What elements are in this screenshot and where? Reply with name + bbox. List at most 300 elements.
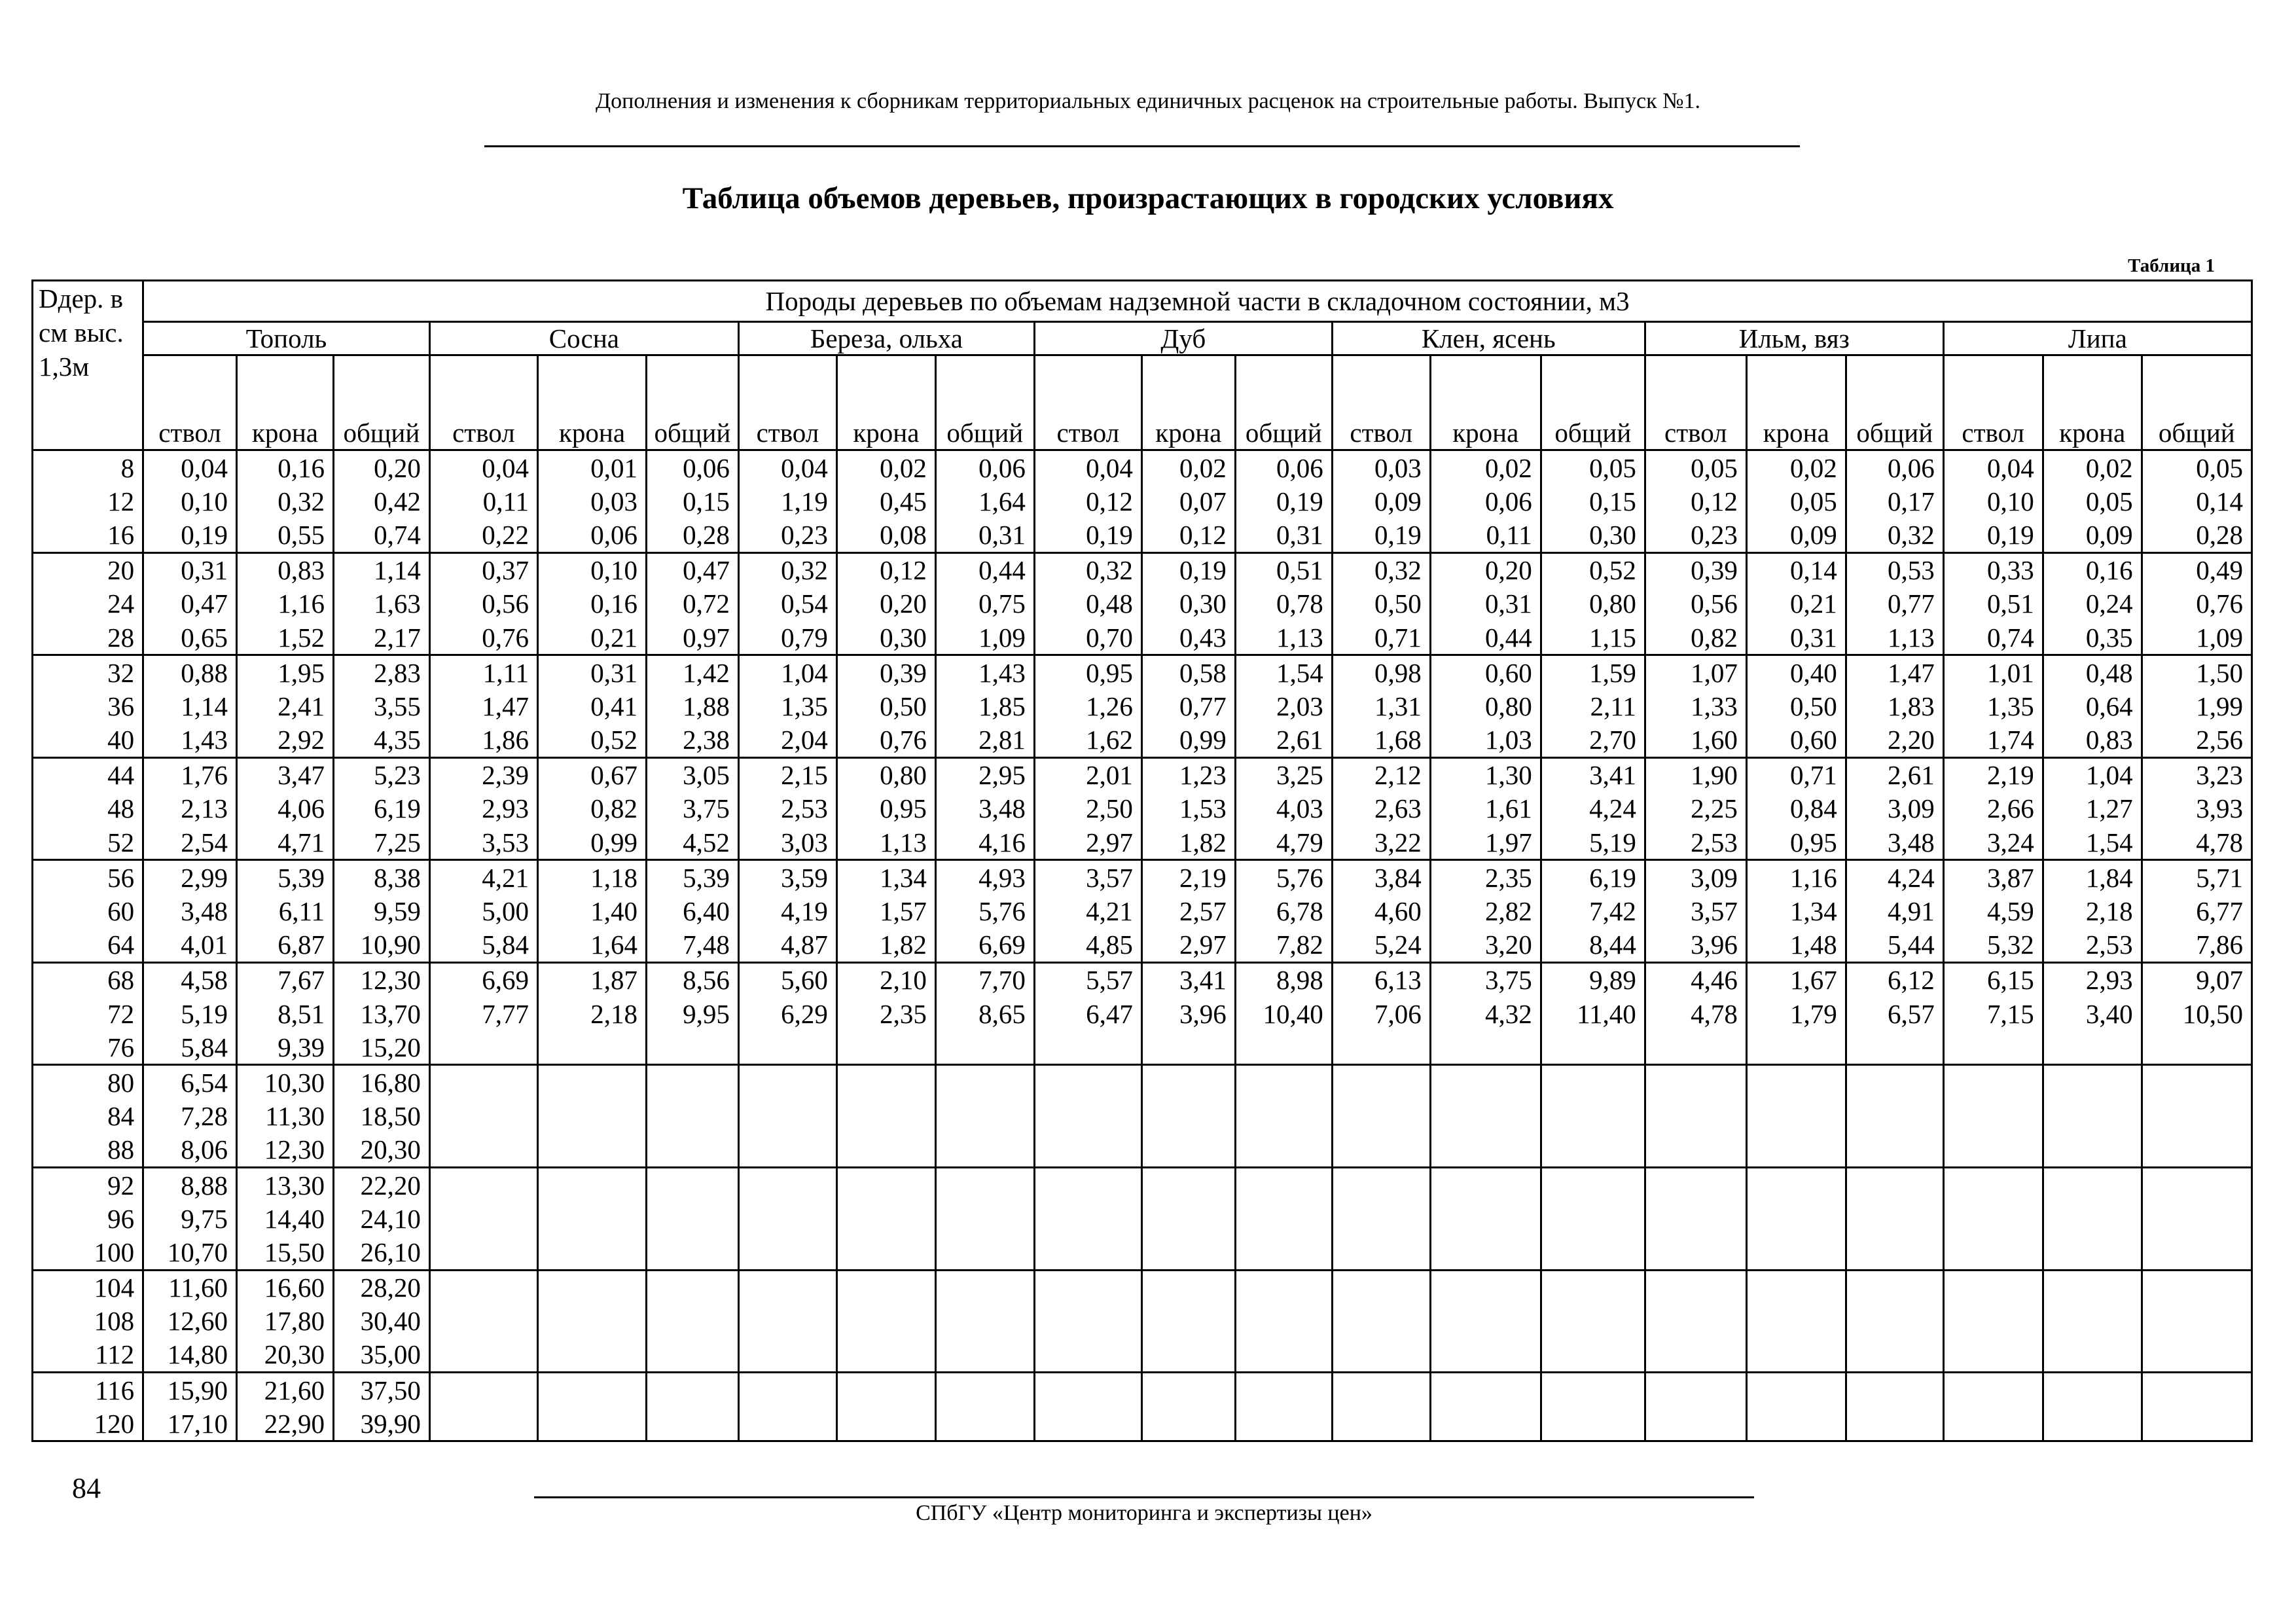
volume-cell: 0,77	[1141, 689, 1235, 723]
volume-cell	[1235, 1270, 1332, 1305]
volume-cell: 5,44	[1846, 928, 1943, 963]
volume-cell: 0,71	[1746, 757, 1846, 792]
volume-cell: 0,19	[1332, 518, 1430, 552]
volume-cell	[836, 1065, 935, 1100]
volume-cell: 1,84	[2043, 860, 2142, 895]
volume-cell: 2,97	[1034, 825, 1141, 860]
species-group-header: Породы деревьев по объемам надземной части в складочном состоянии, м3	[143, 281, 2252, 322]
volume-cell	[1746, 1202, 1846, 1235]
volume-cell: 0,55	[237, 518, 334, 552]
volume-cell: 2,04	[738, 723, 836, 758]
diameter-cell: 88	[33, 1133, 143, 1168]
volume-cell: 20,30	[333, 1133, 429, 1168]
volume-cell: 0,05	[1541, 450, 1645, 485]
volume-cell: 0,67	[537, 757, 646, 792]
table-row	[33, 518, 2252, 552]
volume-cell	[429, 1065, 537, 1100]
volume-cell	[935, 1235, 1034, 1270]
volume-cell: 3,23	[2142, 757, 2251, 792]
volume-cell: 1,61	[1430, 792, 1541, 825]
volume-cell: 2,20	[1846, 723, 1943, 758]
diameter-cell: 80	[33, 1065, 143, 1100]
footer-rule	[534, 1496, 1754, 1498]
volume-cell: 35,00	[333, 1338, 429, 1373]
subcolumn-header: крона	[836, 355, 935, 450]
volume-cell: 6,47	[1034, 997, 1141, 1030]
volume-cell	[1846, 1338, 1943, 1373]
volume-cell	[1141, 1407, 1235, 1441]
volume-cell	[836, 1373, 935, 1407]
volume-cell: 0,09	[1746, 518, 1846, 552]
table-row	[33, 1167, 2252, 1202]
volume-cell: 24,10	[333, 1202, 429, 1235]
volume-cell: 0,05	[1746, 484, 1846, 518]
volume-cell	[1141, 1305, 1235, 1338]
volume-cell	[738, 1065, 836, 1100]
volume-cell	[738, 1167, 836, 1202]
volume-cell: 3,25	[1235, 757, 1332, 792]
volume-cell: 1,09	[935, 621, 1034, 655]
volume-cell: 1,43	[935, 655, 1034, 690]
volume-cell	[1430, 1407, 1541, 1441]
volume-cell: 0,50	[1332, 587, 1430, 621]
volume-cell	[537, 1407, 646, 1441]
subcolumn-header: крона	[1430, 355, 1541, 450]
volume-cell: 0,78	[1235, 587, 1332, 621]
volume-cell: 7,15	[1943, 997, 2043, 1030]
volume-cell: 0,06	[537, 518, 646, 552]
volume-cell: 0,44	[935, 552, 1034, 587]
table-row	[33, 1373, 2252, 1407]
volume-cell: 1,50	[2142, 655, 2251, 690]
volume-cell: 5,84	[143, 1030, 237, 1065]
volume-cell: 0,45	[836, 484, 935, 518]
volume-cell: 1,83	[1846, 689, 1943, 723]
volume-cell: 0,98	[1332, 655, 1430, 690]
volume-cell: 2,10	[836, 962, 935, 997]
volume-cell: 2,15	[738, 757, 836, 792]
volume-cell: 15,50	[237, 1235, 334, 1270]
volume-cell	[1846, 1065, 1943, 1100]
volume-cell	[1541, 1202, 1645, 1235]
volume-cell: 3,55	[333, 689, 429, 723]
volume-cell: 3,05	[647, 757, 739, 792]
diameter-cell: 24	[33, 587, 143, 621]
volume-cell	[1034, 1100, 1141, 1133]
volume-cell	[1332, 1167, 1430, 1202]
volume-cell	[647, 1407, 739, 1441]
volume-cell: 2,18	[537, 997, 646, 1030]
volume-cell: 2,97	[1141, 928, 1235, 963]
volume-cell	[1943, 1100, 2043, 1133]
volume-cell: 0,48	[1034, 587, 1141, 621]
volume-cell	[1332, 1030, 1430, 1065]
volume-cell: 0,54	[738, 587, 836, 621]
volume-cell: 0,16	[2043, 552, 2142, 587]
volume-cell: 3,41	[1541, 757, 1645, 792]
volume-cell: 2,53	[1645, 825, 1746, 860]
volume-cell: 1,40	[537, 894, 646, 928]
volume-cell	[537, 1305, 646, 1338]
subcolumn-header: ствол	[143, 355, 237, 450]
diameter-cell: 40	[33, 723, 143, 758]
volume-cell	[1332, 1373, 1430, 1407]
volume-cell	[1645, 1407, 1746, 1441]
volume-cell: 0,12	[1141, 518, 1235, 552]
volume-cell	[935, 1305, 1034, 1338]
volume-cell: 1,85	[935, 689, 1034, 723]
volume-cell	[2043, 1305, 2142, 1338]
volume-cell: 0,40	[1746, 655, 1846, 690]
volume-cell	[1541, 1407, 1645, 1441]
volume-cell	[1332, 1202, 1430, 1235]
volume-cell: 10,40	[1235, 997, 1332, 1030]
volume-cell: 2,03	[1235, 689, 1332, 723]
volume-cell	[1430, 1030, 1541, 1065]
volume-cell	[1430, 1235, 1541, 1270]
volume-cell: 0,10	[537, 552, 646, 587]
volume-cell	[2142, 1305, 2251, 1338]
volume-cell: 0,56	[429, 587, 537, 621]
volume-cell: 5,57	[1034, 962, 1141, 997]
volume-cell: 2,35	[836, 997, 935, 1030]
table-row	[33, 928, 2252, 963]
volume-cell: 0,56	[1645, 587, 1746, 621]
volume-cell	[429, 1133, 537, 1168]
volume-cell: 0,41	[537, 689, 646, 723]
subcolumn-header: общий	[1541, 355, 1645, 450]
volume-cell	[1235, 1235, 1332, 1270]
volume-cell: 1,54	[2043, 825, 2142, 860]
volume-cell: 6,13	[1332, 962, 1430, 997]
volume-cell: 1,15	[1541, 621, 1645, 655]
volume-cell: 0,58	[1141, 655, 1235, 690]
volume-cell: 1,11	[429, 655, 537, 690]
volume-cell	[537, 1065, 646, 1100]
table-label: Таблица 1	[2128, 255, 2215, 276]
subcolumn-header: общий	[1846, 355, 1943, 450]
subcolumn-header: ствол	[1034, 355, 1141, 450]
volume-cell: 0,03	[1332, 450, 1430, 485]
volume-cell	[1746, 1235, 1846, 1270]
volume-cell	[537, 1167, 646, 1202]
volume-cell: 0,30	[1141, 587, 1235, 621]
volume-cell: 4,79	[1235, 825, 1332, 860]
volume-cell	[1235, 1167, 1332, 1202]
volume-cell: 2,38	[647, 723, 739, 758]
volume-cell: 2,92	[237, 723, 334, 758]
volume-cell: 0,19	[1141, 552, 1235, 587]
species-header: Клен, ясень	[1332, 322, 1645, 355]
volume-cell: 7,82	[1235, 928, 1332, 963]
volume-cell: 4,19	[738, 894, 836, 928]
volume-cell: 0,70	[1034, 621, 1141, 655]
volume-cell	[429, 1235, 537, 1270]
volume-cell: 1,90	[1645, 757, 1746, 792]
volume-cell	[1645, 1065, 1746, 1100]
volume-cell: 2,13	[143, 792, 237, 825]
volume-cell	[935, 1270, 1034, 1305]
table-row	[33, 997, 2252, 1030]
volume-cell: 0,30	[836, 621, 935, 655]
volume-cell: 0,84	[1746, 792, 1846, 825]
volume-cell	[738, 1373, 836, 1407]
volume-cell: 16,60	[237, 1270, 334, 1305]
volume-cell: 10,70	[143, 1235, 237, 1270]
volume-cell	[935, 1065, 1034, 1100]
volume-cell: 9,07	[2142, 962, 2251, 997]
volume-cell	[2142, 1338, 2251, 1373]
table-row	[33, 1065, 2252, 1100]
volume-cell: 0,51	[1943, 587, 2043, 621]
volume-cell	[647, 1100, 739, 1133]
volume-cell: 0,80	[1541, 587, 1645, 621]
volume-cell	[1645, 1305, 1746, 1338]
volume-cell: 1,31	[1332, 689, 1430, 723]
volume-cell	[1141, 1167, 1235, 1202]
volume-cell: 2,25	[1645, 792, 1746, 825]
volume-cell: 0,60	[1746, 723, 1846, 758]
volume-cell: 6,19	[1541, 860, 1645, 895]
volume-cell	[647, 1202, 739, 1235]
volume-cell	[1034, 1133, 1141, 1168]
volume-cell: 4,60	[1332, 894, 1430, 928]
volume-cell: 2,53	[2043, 928, 2142, 963]
volume-cell: 1,76	[143, 757, 237, 792]
volume-cell	[537, 1030, 646, 1065]
volume-cell	[1235, 1338, 1332, 1373]
volume-cell: 0,76	[836, 723, 935, 758]
volume-cell: 0,12	[1034, 484, 1141, 518]
table-row	[33, 552, 2252, 587]
volume-cell: 2,50	[1034, 792, 1141, 825]
volume-cell: 1,79	[1746, 997, 1846, 1030]
volume-cell: 3,57	[1034, 860, 1141, 895]
volume-cell: 5,39	[647, 860, 739, 895]
volume-cell: 11,40	[1541, 997, 1645, 1030]
table-row	[33, 860, 2252, 895]
volume-cell: 0,31	[1235, 518, 1332, 552]
volume-cell	[1034, 1202, 1141, 1235]
volume-cell: 0,10	[143, 484, 237, 518]
volume-cell	[1332, 1305, 1430, 1338]
subcolumn-header: общий	[935, 355, 1034, 450]
volume-cell: 12,30	[237, 1133, 334, 1168]
volume-cell	[935, 1100, 1034, 1133]
volume-cell: 1,82	[1141, 825, 1235, 860]
volume-cell	[647, 1065, 739, 1100]
volume-cell	[1430, 1065, 1541, 1100]
volume-cell: 2,57	[1141, 894, 1235, 928]
volume-cell	[1541, 1065, 1645, 1100]
volume-cell	[1034, 1030, 1141, 1065]
volume-cell: 1,04	[738, 655, 836, 690]
volume-cell	[2142, 1133, 2251, 1168]
volume-cell	[2142, 1407, 2251, 1441]
volume-cell: 39,90	[333, 1407, 429, 1441]
volume-cell: 0,31	[537, 655, 646, 690]
volume-cell: 1,09	[2142, 621, 2251, 655]
volume-cell	[1541, 1235, 1645, 1270]
volume-cell: 0,21	[537, 621, 646, 655]
volume-cell: 8,38	[333, 860, 429, 895]
volume-cell: 6,54	[143, 1065, 237, 1100]
volume-cell: 5,00	[429, 894, 537, 928]
volume-cell: 0,95	[1034, 655, 1141, 690]
table-row	[33, 723, 2252, 758]
volume-cell: 9,75	[143, 1202, 237, 1235]
volume-cell	[836, 1202, 935, 1235]
volume-cell: 4,85	[1034, 928, 1141, 963]
volume-cell	[2142, 1100, 2251, 1133]
volume-cell: 0,74	[1943, 621, 2043, 655]
volume-cell	[537, 1270, 646, 1305]
volume-cell: 0,72	[647, 587, 739, 621]
volume-cell	[1541, 1338, 1645, 1373]
volume-cell: 0,06	[647, 450, 739, 485]
volume-cell: 3,84	[1332, 860, 1430, 895]
species-header: Липа	[1943, 322, 2251, 355]
volume-cell: 0,09	[1332, 484, 1430, 518]
volume-cell: 4,32	[1430, 997, 1541, 1030]
volume-cell: 3,48	[1846, 825, 1943, 860]
volume-cell	[1746, 1030, 1846, 1065]
volume-cell: 1,97	[1430, 825, 1541, 860]
volume-cell	[1746, 1270, 1846, 1305]
volume-cell	[1746, 1373, 1846, 1407]
volume-cell	[1034, 1407, 1141, 1441]
volume-cell: 0,06	[1430, 484, 1541, 518]
volume-cell: 5,19	[143, 997, 237, 1030]
species-header: Ильм, вяз	[1645, 322, 1943, 355]
volume-cell	[1235, 1133, 1332, 1168]
volume-cell: 7,42	[1541, 894, 1645, 928]
volume-cell: 0,02	[836, 450, 935, 485]
volume-cell: 1,99	[2142, 689, 2251, 723]
volume-cell	[1141, 1270, 1235, 1305]
volume-cell: 0,75	[935, 587, 1034, 621]
diameter-cell: 68	[33, 962, 143, 997]
volume-cell: 9,95	[647, 997, 739, 1030]
volume-cell: 0,05	[2142, 450, 2251, 485]
volume-cell: 0,11	[429, 484, 537, 518]
volume-cell: 0,02	[2043, 450, 2142, 485]
volume-cell: 9,59	[333, 894, 429, 928]
volume-cell: 3,48	[143, 894, 237, 928]
diameter-cell: 28	[33, 621, 143, 655]
volume-cell	[537, 1202, 646, 1235]
diameter-cell: 32	[33, 655, 143, 690]
volume-cell	[1645, 1100, 1746, 1133]
volume-cell	[1943, 1133, 2043, 1168]
volume-cell: 0,95	[836, 792, 935, 825]
volume-cell: 1,86	[429, 723, 537, 758]
volume-cell	[2043, 1100, 2142, 1133]
table-row	[33, 450, 2252, 485]
volume-cell	[1332, 1100, 1430, 1133]
volume-cell: 1,13	[836, 825, 935, 860]
volume-cell: 21,60	[237, 1373, 334, 1407]
volume-cell	[1846, 1373, 1943, 1407]
volume-cell	[738, 1338, 836, 1373]
volume-cell: 1,16	[237, 587, 334, 621]
volume-cell: 16,80	[333, 1065, 429, 1100]
volume-cell	[1141, 1100, 1235, 1133]
diameter-cell: 12	[33, 484, 143, 518]
volume-cell: 2,19	[1141, 860, 1235, 895]
volume-cell: 0,83	[2043, 723, 2142, 758]
subcolumn-header: ствол	[429, 355, 537, 450]
volume-cell: 0,15	[647, 484, 739, 518]
volume-cell: 0,06	[1235, 450, 1332, 485]
table-row	[33, 1270, 2252, 1305]
volume-cell: 0,19	[1943, 518, 2043, 552]
volume-cell: 6,40	[647, 894, 739, 928]
subcolumn-header: ствол	[1943, 355, 2043, 450]
volume-cell	[1846, 1202, 1943, 1235]
volume-cell: 3,40	[2043, 997, 2142, 1030]
volume-cell: 2,54	[143, 825, 237, 860]
diameter-cell: 56	[33, 860, 143, 895]
volume-cell: 20,30	[237, 1338, 334, 1373]
volume-cell	[1541, 1270, 1645, 1305]
species-header: Береза, ольха	[738, 322, 1034, 355]
page-number: 84	[72, 1472, 101, 1504]
volume-cell: 8,51	[237, 997, 334, 1030]
volume-cell	[738, 1270, 836, 1305]
volume-cell: 4,35	[333, 723, 429, 758]
volume-cell: 0,49	[2142, 552, 2251, 587]
volume-cell: 8,06	[143, 1133, 237, 1168]
volume-cell	[1645, 1270, 1746, 1305]
subcolumn-header: крона	[2043, 355, 2142, 450]
volume-cell	[1645, 1133, 1746, 1168]
volume-cell: 4,21	[429, 860, 537, 895]
document-title: Таблица объемов деревьев, произрастающих в городских условиях	[682, 181, 1614, 215]
volume-cell	[935, 1133, 1034, 1168]
volume-cell: 4,06	[237, 792, 334, 825]
volume-cell	[1746, 1338, 1846, 1373]
volume-cell: 0,05	[1645, 450, 1746, 485]
table-row	[33, 1100, 2252, 1133]
volume-cell: 0,32	[1034, 552, 1141, 587]
volume-cell	[1943, 1305, 2043, 1338]
volume-cell: 1,34	[836, 860, 935, 895]
volume-cell	[836, 1133, 935, 1168]
volume-cell: 4,78	[1645, 997, 1746, 1030]
volume-cell: 1,35	[738, 689, 836, 723]
volume-cell: 5,32	[1943, 928, 2043, 963]
volume-cell	[935, 1030, 1034, 1065]
page-footer: СПбГУ «Центр мониторинга и экспертизы цен»	[916, 1501, 1372, 1525]
volume-cell: 0,09	[2043, 518, 2142, 552]
volume-cell: 0,37	[429, 552, 537, 587]
volume-cell: 0,64	[2043, 689, 2142, 723]
volume-cell	[1846, 1167, 1943, 1202]
volume-cell: 0,43	[1141, 621, 1235, 655]
volume-cell	[1541, 1373, 1645, 1407]
volume-cell: 0,12	[1645, 484, 1746, 518]
volume-cell	[1141, 1030, 1235, 1065]
volume-cell: 6,12	[1846, 962, 1943, 997]
volume-cell: 4,21	[1034, 894, 1141, 928]
diameter-column-header: Dдер. в см выс. 1,3м	[33, 281, 143, 450]
subcolumn-header: ствол	[738, 355, 836, 450]
volume-cell: 0,76	[429, 621, 537, 655]
volume-cell	[429, 1338, 537, 1373]
volume-cell: 0,65	[143, 621, 237, 655]
volume-cell: 2,61	[1846, 757, 1943, 792]
